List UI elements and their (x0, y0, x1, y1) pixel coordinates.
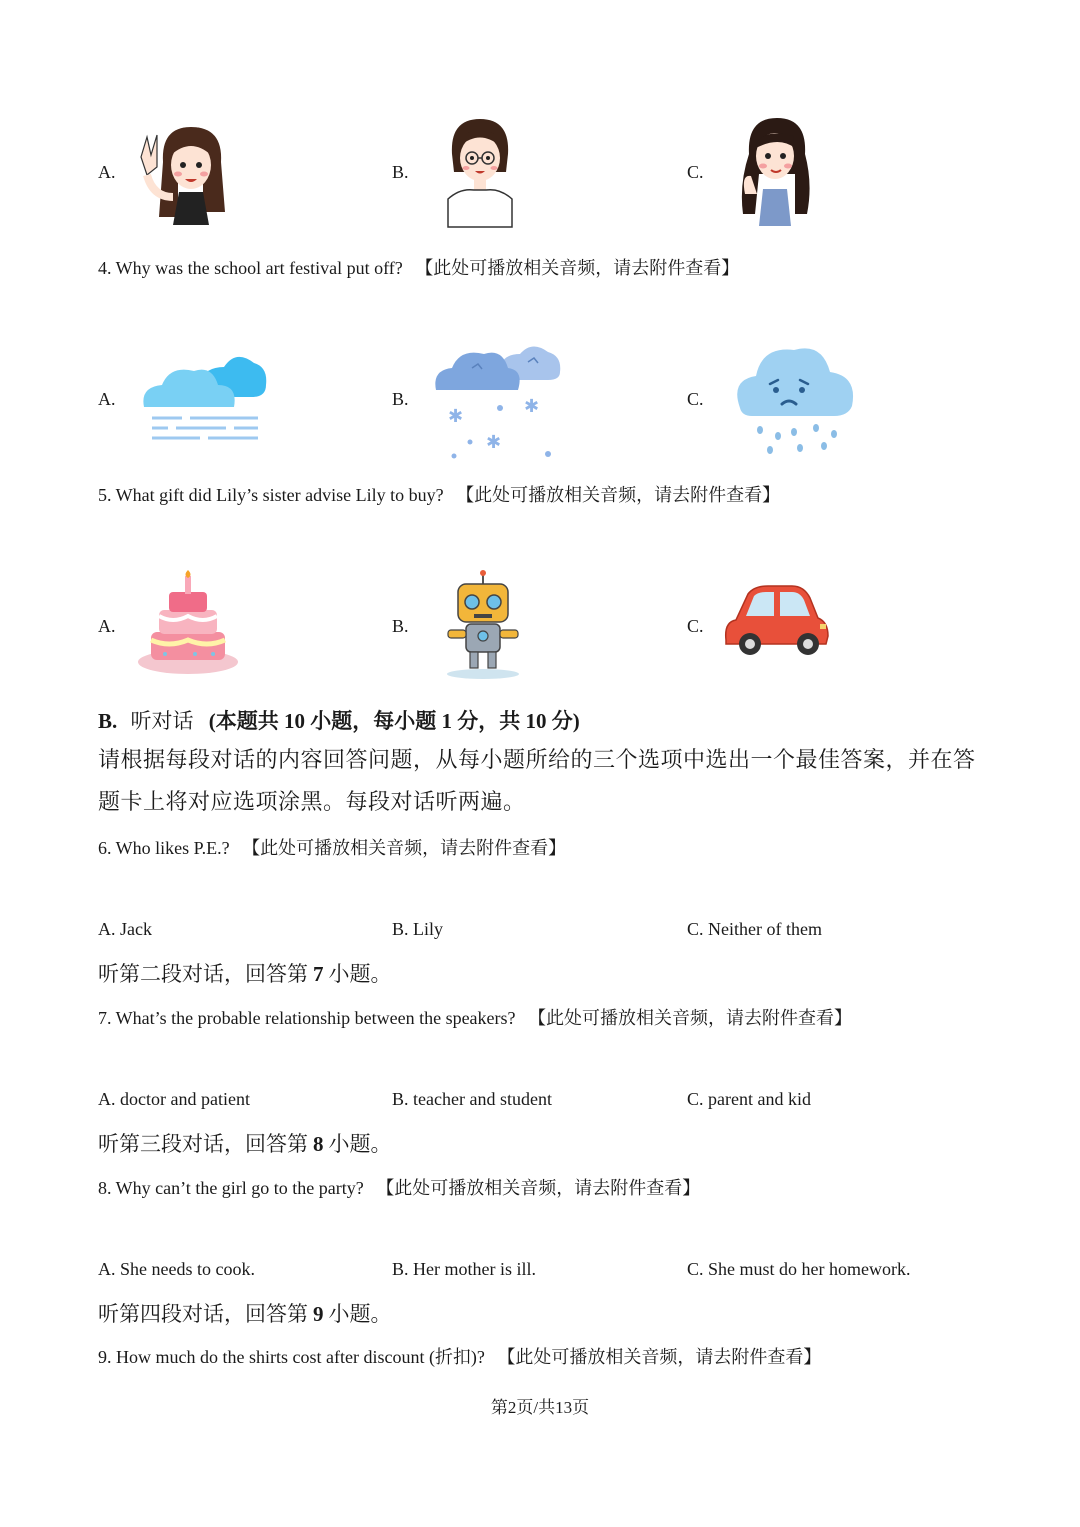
q6-option-a: A. Jack (98, 919, 152, 939)
question-9 (98, 1343, 821, 1369)
q3-option-a-label: A. (98, 162, 116, 182)
section-b-title (98, 705, 580, 735)
q7-option-b: B. teacher and student (392, 1089, 552, 1109)
q5-option-a-label: A. (98, 616, 116, 636)
svg-text:✱: ✱ (448, 406, 464, 427)
svg-text:✱: ✱ (486, 432, 502, 453)
q7-option-c: C. parent and kid (687, 1089, 811, 1109)
q6-option-b: B. Lily (392, 919, 444, 939)
q5-option-a-image (135, 570, 241, 678)
question-9-text: 9. How much do the shirts cost after discount (折扣)? (98, 1347, 485, 1367)
section-b-instruction: 请根据每段对话的内容回答问题，从每小题所给的三个选项中选出一个最佳答案，并在答题卡上将对应选项涂黑。每段对话听两遍。 (98, 747, 976, 814)
q8-option-a: A. She needs to cook. (98, 1259, 255, 1279)
question-6 (98, 834, 566, 860)
q7-option-a: A. doctor and patient (98, 1089, 250, 1109)
dialogue-4-pre: 听第四段对话，回答第 (98, 1302, 308, 1326)
question-7-text: 7. What’s the probable relationship between the speakers? (98, 1008, 516, 1028)
section-b-points-close: 分) (551, 709, 580, 733)
q5-option-b-image (440, 568, 526, 680)
section-b-heading: 听对话 (130, 709, 194, 733)
q8-option-c: C. She must do her homework. (687, 1259, 911, 1279)
dialogue-2-heading (98, 958, 392, 988)
q4-option-b-label: B. (392, 389, 409, 409)
q4-option-b-image (432, 340, 562, 462)
question-7-audio-note[interactable]: 【此处可播放相关音频，请去附件查看】 (528, 1008, 853, 1028)
question-5-text: 5. What gift did Lily’s sister advise Lily to buy? (98, 485, 444, 505)
section-b-points-mid: 小题，每小题 (310, 709, 437, 733)
question-4 (98, 254, 739, 280)
question-5 (98, 481, 780, 507)
dialogue-2-post: 小题。 (328, 962, 392, 986)
question-8-text: 8. Why can’t the girl go to the party? (98, 1178, 364, 1198)
dialogue-2-num: 7 (313, 962, 324, 986)
q3-option-b-label: B. (392, 162, 409, 182)
section-b-points-open: (本题共 (208, 709, 279, 733)
q4-option-a-label: A. (98, 389, 116, 409)
question-5-audio-note[interactable]: 【此处可播放相关音频，请去附件查看】 (456, 485, 781, 505)
question-6-text: 6. Who likes P.E.? (98, 838, 230, 858)
q3-option-a-image (133, 117, 243, 227)
dialogue-3-pre: 听第三段对话，回答第 (98, 1132, 308, 1156)
svg-text:✱: ✱ (524, 396, 540, 417)
q8-option-b: B. Her mother is ill. (392, 1259, 536, 1279)
q5-option-c-label: C. (687, 616, 704, 636)
question-4-text: 4. Why was the school art festival put off? (98, 258, 403, 278)
section-b-points-n1: 10 (284, 709, 306, 733)
question-8 (98, 1174, 700, 1200)
q5-option-c-image (722, 584, 830, 660)
q3-option-c-label: C. (687, 162, 704, 182)
dialogue-4-heading (98, 1298, 392, 1328)
q4-option-c-image (730, 338, 858, 456)
question-4-audio-note[interactable]: 【此处可播放相关音频，请去附件查看】 (415, 258, 740, 278)
dialogue-3-num: 8 (313, 1132, 324, 1156)
section-b-points-n2: 1 (441, 709, 453, 733)
section-b-letter: B. (98, 709, 118, 733)
q5-option-b-label: B. (392, 616, 409, 636)
q3-option-c-image (735, 114, 815, 229)
dialogue-3-heading (98, 1128, 392, 1158)
section-b-points-n3: 10 (525, 709, 547, 733)
dialogue-2-pre: 听第二段对话，回答第 (98, 962, 308, 986)
question-6-audio-note[interactable]: 【此处可播放相关音频，请去附件查看】 (242, 838, 567, 858)
q6-option-c: C. Neither of them (687, 919, 822, 939)
question-7 (98, 1004, 852, 1030)
q4-option-a-image (140, 345, 268, 443)
dialogue-4-post: 小题。 (328, 1302, 392, 1326)
section-b-points-mid2: 分，共 (457, 709, 521, 733)
q4-option-c-label: C. (687, 389, 704, 409)
dialogue-3-post: 小题。 (328, 1132, 392, 1156)
question-9-audio-note[interactable]: 【此处可播放相关音频，请去附件查看】 (497, 1347, 822, 1367)
q3-option-b-image (440, 114, 520, 229)
dialogue-4-num: 9 (313, 1302, 324, 1326)
question-8-audio-note[interactable]: 【此处可播放相关音频，请去附件查看】 (376, 1178, 701, 1198)
page-footer: 第2页/共13页 (490, 1398, 590, 1417)
